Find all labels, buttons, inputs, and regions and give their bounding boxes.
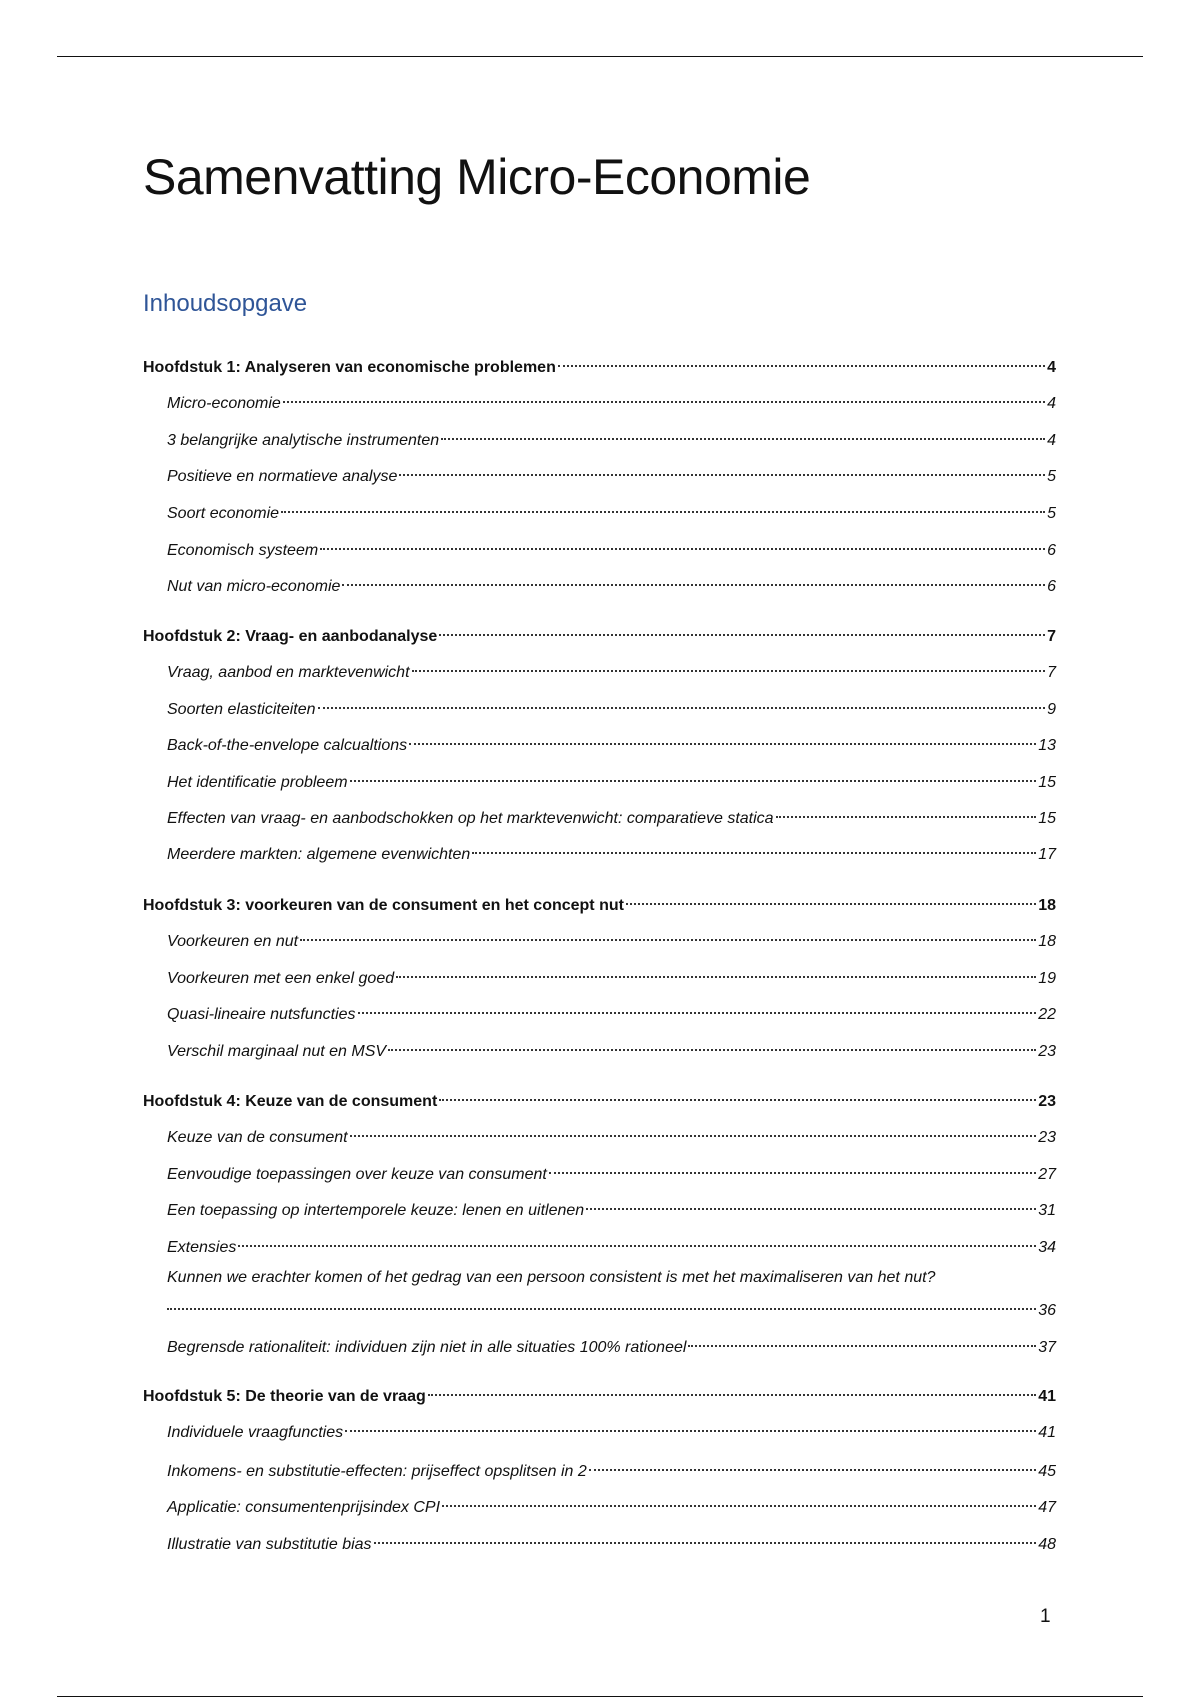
page-number: 1 [1040, 1606, 1051, 1627]
toc-leader-dots [388, 1029, 1036, 1051]
toc-leader-dots [776, 796, 1037, 818]
toc-section[interactable] [167, 1527, 1056, 1555]
toc-entry-label: Hoofdstuk 1: Analyseren van economische problemen [143, 359, 556, 376]
toc-entry-label: Extensies [167, 1239, 237, 1256]
toc-entry-label: Vraag, aanbod en marktevenwicht [167, 664, 410, 681]
toc-entry-label: Kunnen we erachter komen of het gedrag van een persoon consistent is met het maximaliseren van het nut? [167, 1269, 936, 1286]
toc-section[interactable] [167, 569, 1056, 597]
toc-section[interactable] [167, 1490, 1056, 1518]
toc-section[interactable] [167, 1157, 1056, 1185]
toc-entry-label: Een toepassing op intertemporele keuze: lenen en uitlenen [167, 1202, 585, 1219]
toc-entry-label: Soort economie [167, 505, 280, 522]
toc-section[interactable] [167, 1330, 1056, 1358]
toc-section[interactable] [167, 423, 1056, 451]
toc-page-number: 4 [1047, 432, 1056, 449]
toc-entry-label: Eenvoudige toepassingen over keuze van consument [167, 1166, 547, 1183]
toc-section[interactable] [167, 728, 1056, 756]
toc-page-number: 5 [1047, 505, 1056, 522]
toc-page-number: 37 [1038, 1339, 1056, 1356]
toc-leader-dots [300, 919, 1036, 941]
toc-page-number: 48 [1038, 1536, 1056, 1553]
toc-leader-dots [350, 1115, 1037, 1137]
toc-page-number: 47 [1038, 1499, 1056, 1516]
toc-section[interactable] [167, 1454, 1056, 1482]
toc-page-number: 6 [1047, 578, 1056, 595]
toc-entry-label: Verschil marginaal nut en MSV [167, 1043, 387, 1060]
toc-leader-dots [412, 650, 1046, 672]
toc-chapter-5[interactable] [143, 1379, 1056, 1407]
toc-entry-label: Het identificatie probleem [167, 774, 348, 791]
toc-section[interactable] [167, 997, 1056, 1025]
toc-chapter-1[interactable] [143, 350, 1056, 378]
toc-leader-dots [167, 1288, 1036, 1310]
toc-entry-label: Voorkeuren met een enkel goed [167, 970, 395, 987]
toc-section[interactable] [167, 961, 1056, 989]
toc-chapter-2[interactable] [143, 619, 1056, 647]
toc-entry-label: Quasi-lineaire nutsfuncties [167, 1006, 356, 1023]
toc-page-number: 4 [1047, 395, 1056, 412]
toc-section[interactable] [167, 837, 1056, 865]
toc-leader-dots [374, 1522, 1037, 1544]
toc-section[interactable] [167, 1120, 1056, 1148]
toc-chapter-4[interactable] [143, 1084, 1056, 1112]
toc-entry-label: Economisch systeem [167, 542, 319, 559]
toc-entry-label: Hoofdstuk 3: voorkeuren van de consument en het concept nut [143, 897, 624, 914]
toc-leader-dots [320, 528, 1045, 550]
toc-leader-dots [442, 1485, 1036, 1507]
toc-leader-dots [396, 956, 1036, 978]
toc-entry-label: Effecten van vraag- en aanbodschokken op het marktevenwicht: comparatieve statica [167, 810, 774, 827]
toc-section[interactable] [167, 496, 1056, 524]
toc-page-number: 19 [1038, 970, 1056, 987]
toc-chapter-3[interactable] [143, 888, 1056, 916]
toc-page-number: 7 [1047, 628, 1056, 645]
toc-section[interactable] [167, 1268, 1056, 1321]
toc-section[interactable] [167, 655, 1056, 683]
toc-entry-label: Back-of-the-envelope calcualtions [167, 737, 408, 754]
toc-entry-label: Illustratie van substitutie bias [167, 1536, 372, 1553]
toc-entry-label: 3 belangrijke analytische instrumenten [167, 432, 440, 449]
toc-page-number: 4 [1047, 359, 1056, 376]
toc-page-number: 36 [1038, 1302, 1056, 1319]
toc-leader-dots [345, 1410, 1036, 1432]
toc-leader-dots [350, 760, 1037, 782]
toc-leader-dots [409, 723, 1036, 745]
toc-page-number: 17 [1038, 846, 1056, 863]
toc-entry-label: Voorkeuren en nut [167, 933, 299, 950]
toc-leader-dots [549, 1152, 1036, 1174]
toc-leader-dots [472, 832, 1036, 854]
toc-entry-label: Positieve en normatieve analyse [167, 468, 398, 485]
toc-leader-dots [626, 883, 1036, 905]
toc-page-number: 31 [1038, 1202, 1056, 1219]
toc-entry-label: Keuze van de consument [167, 1129, 348, 1146]
toc-page-number: 18 [1038, 933, 1056, 950]
toc-page-number: 5 [1047, 468, 1056, 485]
toc-page-number: 15 [1038, 810, 1056, 827]
toc-entry-label: Inkomens- en substitutie-effecten: prijseffect opsplitsen in 2 [167, 1463, 587, 1480]
toc-leader-dots [283, 381, 1045, 403]
toc-page-number: 18 [1038, 897, 1056, 914]
toc-entry-label: Meerdere markten: algemene evenwichten [167, 846, 471, 863]
toc-leader-dots [558, 345, 1045, 367]
footer-rule [57, 1696, 1143, 1697]
toc-section[interactable] [167, 801, 1056, 829]
toc-section[interactable] [167, 1193, 1056, 1221]
toc-leader-dots [238, 1225, 1036, 1247]
toc-page-number: 45 [1038, 1463, 1056, 1480]
toc-page-number: 15 [1038, 774, 1056, 791]
toc-page-number: 27 [1038, 1166, 1056, 1183]
toc-entry-label: Hoofdstuk 2: Vraag- en aanbodanalyse [143, 628, 438, 645]
toc-section[interactable] [167, 459, 1056, 487]
toc-page-number: 23 [1038, 1093, 1056, 1110]
toc-section[interactable] [167, 1415, 1056, 1443]
toc-leader-dots [358, 992, 1037, 1014]
toc-section[interactable] [167, 533, 1056, 561]
toc-section[interactable] [167, 924, 1056, 952]
toc-section[interactable] [167, 1034, 1056, 1062]
toc-page-number: 9 [1047, 701, 1056, 718]
toc-entry-label: Soorten elasticiteiten [167, 701, 316, 718]
toc-page-number: 22 [1038, 1006, 1056, 1023]
toc-leader-dots [688, 1325, 1036, 1347]
toc-leader-dots [439, 614, 1045, 636]
toc-section[interactable] [167, 765, 1056, 793]
toc-leader-dots [428, 1374, 1036, 1396]
toc-leader-dots [586, 1188, 1036, 1210]
toc-leader-dots [281, 491, 1045, 513]
toc-page-number: 41 [1038, 1388, 1056, 1405]
toc-leader-dots [318, 687, 1046, 709]
document-title: Samenvatting Micro-Economie [143, 149, 811, 205]
toc-page-number: 6 [1047, 542, 1056, 559]
toc-leader-dots [589, 1449, 1036, 1471]
toc-entry-label: Micro-economie [167, 395, 281, 412]
toc-section[interactable] [167, 692, 1056, 720]
toc-section[interactable] [167, 386, 1056, 414]
toc-section[interactable] [167, 1230, 1056, 1258]
header-rule [57, 56, 1143, 57]
toc-page-number: 34 [1038, 1239, 1056, 1256]
toc-entry-label: Hoofdstuk 5: De theorie van de vraag [143, 1388, 426, 1405]
toc-page-number: 7 [1047, 664, 1056, 681]
toc-entry-label: Individuele vraagfuncties [167, 1424, 344, 1441]
toc-entry-label: Applicatie: consumentenprijsindex CPI [167, 1499, 441, 1516]
toc-entry-label: Nut van micro-economie [167, 578, 341, 595]
toc-leader-dots [441, 418, 1045, 440]
toc-leader-dots [342, 564, 1045, 586]
toc-heading: Inhoudsopgave [143, 290, 308, 317]
toc-page-number: 13 [1038, 737, 1056, 754]
toc-page-number: 41 [1038, 1424, 1056, 1441]
toc-entry-label: Begrensde rationaliteit: individuen zijn niet in alle situaties 100% rationeel [167, 1339, 687, 1356]
toc-leader-dots [399, 454, 1045, 476]
toc-leader-dots [439, 1079, 1036, 1101]
toc-page-number: 23 [1038, 1129, 1056, 1146]
toc-page-number: 23 [1038, 1043, 1056, 1060]
toc-entry-label: Hoofdstuk 4: Keuze van de consument [143, 1093, 438, 1110]
